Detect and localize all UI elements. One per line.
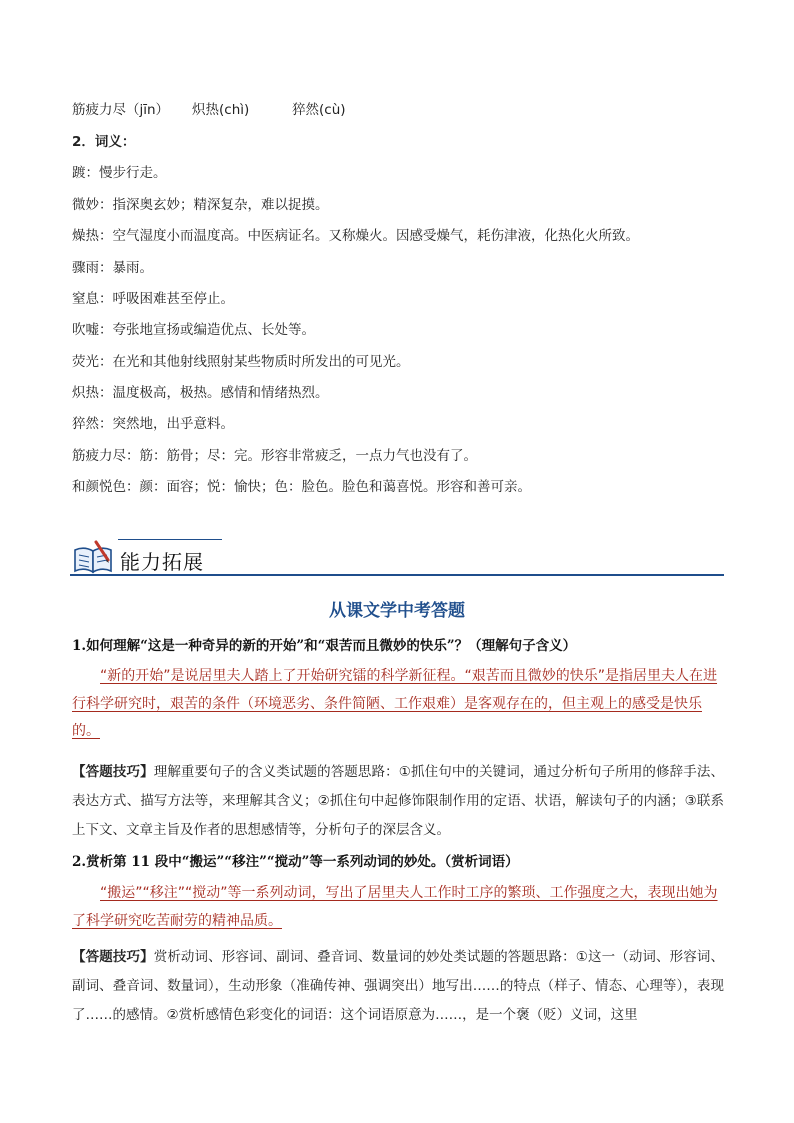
tip-1-text: 理解重要句子的含义类试题的答题思路：①抓住句中的关键词，通过分析句子所用的修辞手法、表达方式、描写方法等，来理解其含义；②抓住句中起修饰限制作用的定语、状语，解读句子的内涵；③联系上下文、文章主旨及作者的思想感情等，分析句子的深层含义。 [72, 764, 725, 838]
vocab-item: 吹嘘：夸张地宣扬或编造优点、长处等。 [72, 322, 315, 338]
tip-2 [72, 943, 724, 1030]
tip-1-label: 【答题技巧】 [72, 764, 154, 780]
pronunciation-line [72, 100, 346, 120]
vocab-item: 和颜悦色：颜：面容；悦：愉快；色：脸色。脸色和蔼喜悦。形容和善可亲。 [72, 479, 531, 495]
answer-2-text: “搬运”“移注”“搅动”等一系列动词，写出了居里夫人工作时工序的繁琐、工作强度之大，表现出她为了科学研究吃苦耐劳的精神品质。 [72, 885, 718, 929]
section-rule [70, 574, 724, 576]
section-top-line [118, 539, 222, 540]
pronunciation-item: 炽热(chì) [192, 102, 250, 118]
vocab-item: 荧光：在光和其他射线照射某些物质时所发出的可见光。 [72, 354, 410, 370]
vocab-item: 骤雨：暴雨。 [72, 260, 153, 276]
center-title: 从课文学中考答题 [329, 601, 465, 621]
tip-1 [72, 758, 724, 845]
answer-2 [72, 880, 724, 935]
question-1: 1.如何理解“这是一种奇异的新的开始”和“艰苦而且微妙的快乐”？（理解句子含义） [72, 638, 577, 654]
vocab-heading: 2．词义： [72, 134, 136, 150]
vocab-item: 炽热：温度极高，极热。感情和情绪热烈。 [72, 385, 329, 401]
vocab-item: 燥热：空气湿度小而温度高。中医病证名。又称燥火。因感受燥气，耗伤津液，化热化火所致。 [72, 228, 639, 244]
vocab-item: 窒息：呼吸困难甚至停止。 [72, 291, 234, 307]
vocab-item: 微妙：指深奥玄妙；精深复杂，难以捉摸。 [72, 197, 329, 213]
tip-2-text: 赏析动词、形容词、副词、叠音词、数量词的妙处类试题的答题思路：①这一（动词、形容词、副词、叠音词、数量词），生动形象（准确传神、强调突出）地写出……的特点（样子、情态、心理等），表现了……的感情。②赏析感情色彩变化的词语：这个词语原意为……，是一个褒（贬）义词，这里 [72, 949, 725, 1023]
vocab-item: 筋疲力尽：筋：筋骨；尽：完。形容非常疲乏，一点力气也没有了。 [72, 448, 477, 464]
section-header [70, 534, 724, 578]
answer-1 [72, 663, 724, 746]
pronunciation-item: 筋疲力尽（jīn） [72, 102, 170, 118]
pronunciation-item: 猝然(cù) [292, 102, 346, 118]
question-2: 2.赏析第 11 段中“搬运”“移注”“搅动”等一系列动词的妙处。（赏析词语） [72, 854, 519, 870]
vocab-item: 猝然：突然地，出乎意料。 [72, 416, 234, 432]
book-pen-icon [72, 540, 114, 574]
vocab-item: 踱：慢步行走。 [72, 165, 167, 181]
tip-2-label: 【答题技巧】 [72, 949, 154, 965]
section-title: 能力拓展 [120, 550, 204, 574]
answer-1-text: “新的开始”是说居里夫人踏上了开始研究镭的科学新征程。“艰苦而且微妙的快乐”是指居里夫人在进行科学研究时，艰苦的条件（环境恶劣、条件简陋、工作艰难）是客观存在的，但主观上的感受是快乐的。 [72, 668, 718, 739]
